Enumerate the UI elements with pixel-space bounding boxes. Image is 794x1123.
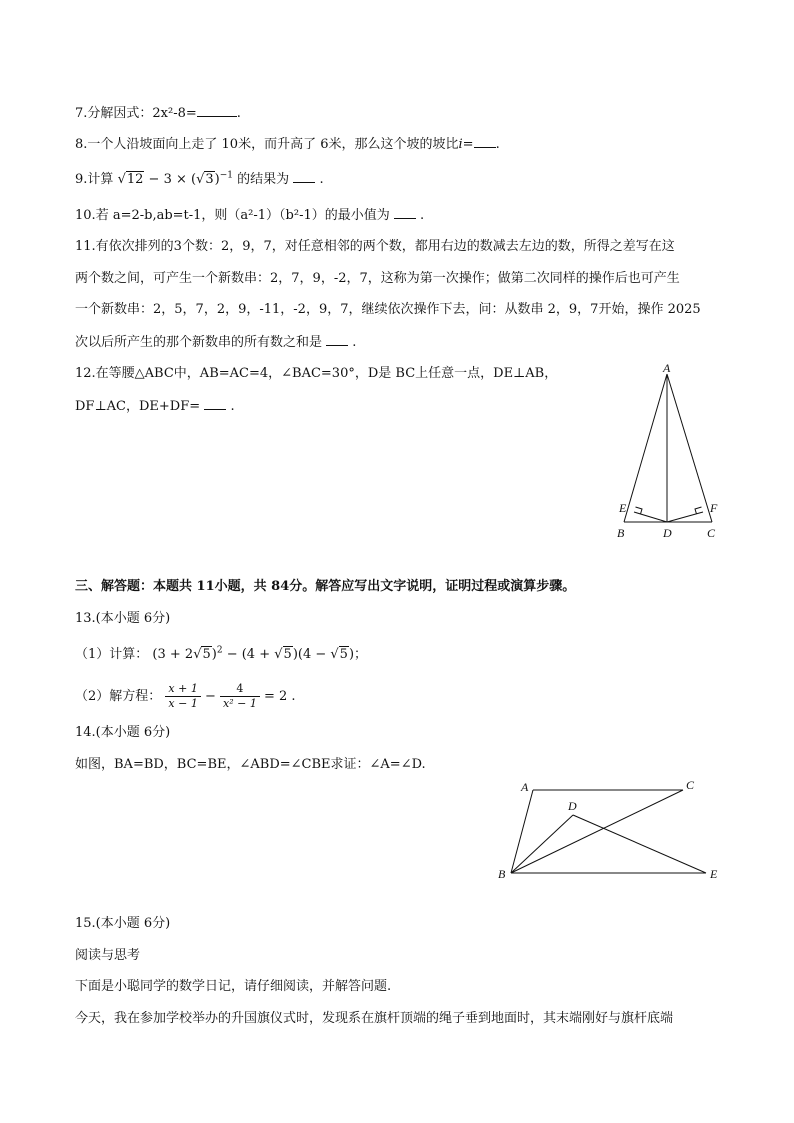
segment-bc xyxy=(511,790,683,873)
question-8 xyxy=(75,135,500,154)
part-label: （1）计算： xyxy=(75,647,149,662)
label-e: E xyxy=(619,501,627,515)
question-text: 一个人沿坡面向上走了 10米，而升高了 6米，那么这个坡的坡比 xyxy=(87,137,459,152)
question-12-line-1: 12.在等腰△ABC中，AB=AC=4，∠BAC=30°，D是 BC上任意一点，DE⊥AB， xyxy=(75,366,558,381)
numerator: x + 1 xyxy=(165,682,200,697)
question-11-line-4 xyxy=(75,333,356,352)
question-text: 计算 xyxy=(87,172,114,187)
label-c: C xyxy=(707,526,716,540)
part-label: （2）解方程： xyxy=(75,689,162,704)
fraction-2 xyxy=(220,682,260,711)
label-e: E xyxy=(710,867,718,881)
punctuation: . xyxy=(230,399,235,414)
label-a: A xyxy=(521,780,529,794)
question-text: 次以后所产生的那个新数串的所有数之和是 xyxy=(75,335,323,350)
question-12-line-2 xyxy=(75,397,235,416)
question-10 xyxy=(75,206,424,225)
label-d: D xyxy=(663,526,672,540)
question-14-text: 如图，BA=BD，BC=BE，∠ABD=∠CBE求证：∠A=∠D. xyxy=(75,757,426,772)
math-expression: $√12 - 3 \times (√3)^{-1}$ xyxy=(117,170,233,187)
question-number: 8. xyxy=(75,137,88,152)
triangle-figure xyxy=(610,362,730,542)
question-7 xyxy=(75,104,241,123)
equation-rhs: = 2 xyxy=(263,689,288,704)
label-b: B xyxy=(498,867,506,881)
denominator: x − 1 xyxy=(168,697,198,710)
label-a: A xyxy=(663,362,671,375)
equals-sign: = xyxy=(462,137,474,152)
segment-ab xyxy=(511,790,533,873)
question-13-part-1 xyxy=(75,646,367,664)
segment-de xyxy=(634,512,667,522)
punctuation: . xyxy=(236,106,241,121)
question-14-head: 14.(本小题 6分) xyxy=(75,725,171,740)
quadrilateral-figure xyxy=(495,775,730,885)
question-9 xyxy=(75,170,324,189)
segment-de xyxy=(573,815,706,873)
answer-blank xyxy=(204,397,226,410)
fraction-1 xyxy=(165,682,200,711)
answer-blank xyxy=(197,104,237,117)
question-11-line-1: 11.有依次排列的3个数：2，9，7，对任意相邻的两个数，都用右边的数减去左边的数，所得之差写在这 xyxy=(75,239,675,254)
question-13-part-2: （2）解方程： $\frac{x + 1}{x - 1}$ − $\frac{4}{\text{x² − 1}}$ = 2 . xyxy=(75,682,296,710)
section-three-title: 三、解答题：本题共 11小题，共 84分。解答应写出文字说明，证明过程或演算步骤。 xyxy=(75,579,576,594)
segment-bd xyxy=(511,815,573,873)
question-number: 9. xyxy=(75,172,88,187)
math-expression: $(3 + 2√5)^2 - (4 + √5)(4 - √5)$； xyxy=(152,645,368,662)
question-11-line-2: 两个数之间，可产生一个新数串：2，7，9，-2，7，这称为第一次操作；做第二次同样的操作后也可产生 xyxy=(75,271,680,286)
question-11-line-3: 一个新数串：2，5，7，2，9，-11，-2，9，7，继续依次操作下去，问：从数串 2，9，7开始，操作 2025 xyxy=(75,302,701,317)
question-15-title: 阅读与思考 xyxy=(75,948,141,963)
question-15-head: 15.(本小题 6分) xyxy=(75,916,171,931)
punctuation: . xyxy=(420,208,425,223)
numerator: 4 xyxy=(220,682,260,697)
question-13-head: 13.(本小题 6分) xyxy=(75,611,171,626)
question-text: DF⊥AC，DE+DF= xyxy=(75,399,201,414)
segment-df xyxy=(667,512,703,522)
question-15-line-1: 下面是小聪同学的数学日记，请仔细阅读，并解答问题. xyxy=(75,979,392,994)
variable: i xyxy=(458,137,463,152)
question-text: 分解因式：2x²-8= xyxy=(87,106,197,121)
denominator: x² − 1 xyxy=(223,697,257,710)
question-number: 7. xyxy=(75,106,88,121)
punctuation: . xyxy=(495,137,500,152)
question-text: 若 a=2-b,ab=t-1，则（a²-1）（b²-1）的最小值为 xyxy=(95,208,390,223)
question-number: 10. xyxy=(75,208,96,223)
label-c: C xyxy=(686,778,695,792)
answer-blank xyxy=(293,170,315,183)
label-f: F xyxy=(710,501,718,515)
label-d: D xyxy=(568,799,577,813)
question-15-line-2: 今天，我在参加学校举办的升国旗仪式时，发现系在旗杆顶端的绳子垂到地面时，其末端刚好与旗杆底端 xyxy=(75,1011,674,1026)
label-b: B xyxy=(617,526,625,540)
punctuation: . xyxy=(352,335,357,350)
answer-blank xyxy=(326,333,348,346)
side-ac xyxy=(667,374,712,522)
answer-blank xyxy=(474,135,496,148)
answer-blank xyxy=(394,206,416,219)
question-text-2: 的结果为 xyxy=(237,172,290,187)
side-ab xyxy=(624,374,667,522)
punctuation: . xyxy=(319,172,324,187)
